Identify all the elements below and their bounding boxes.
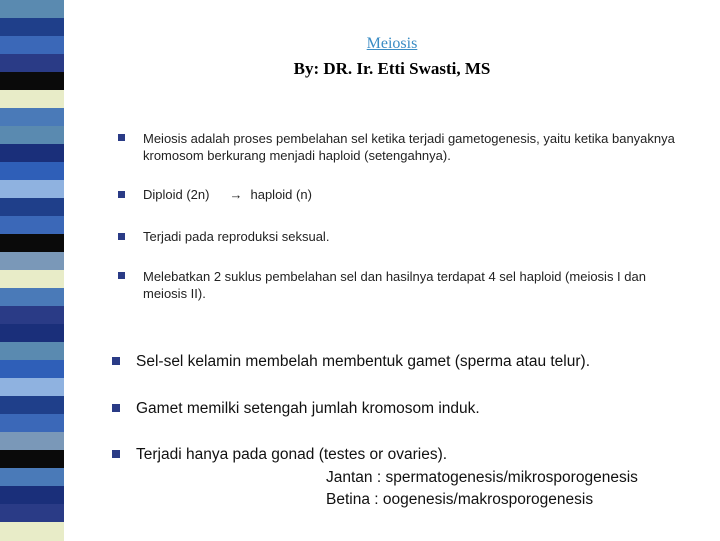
stripe-band — [0, 522, 64, 541]
title-link[interactable]: Meiosis — [366, 35, 418, 52]
stripe-band — [0, 198, 64, 217]
stripe-band — [0, 18, 64, 37]
bullet-text: Meiosis adalah proses pembelahan sel ketika terjadi gametogenesis, yaitu ketika banyaknya kromosom berkurang menjadi haploid (setengahnya). — [143, 131, 675, 163]
bullet-text — [143, 186, 312, 203]
list-item — [118, 130, 688, 164]
bullet-icon — [112, 357, 120, 365]
jantan-line: Jantan : spermatogenesis/mikrosporogenesis — [326, 469, 638, 486]
bullet-text: Gamet memilki setengah jumlah kromosom induk. — [136, 400, 480, 417]
title-block — [64, 34, 720, 80]
list-item — [118, 186, 688, 203]
stripe-band — [0, 108, 64, 127]
betina-line: Betina : oogenesis/makrosporogenesis — [326, 491, 594, 508]
stripe-band — [0, 414, 64, 433]
decorative-stripe — [0, 0, 64, 540]
stripe-band — [0, 432, 64, 451]
stripe-band — [0, 144, 64, 163]
bullet-icon — [118, 233, 125, 240]
stripe-band — [0, 396, 64, 415]
bullet-icon — [118, 272, 125, 279]
bullet-text: Terjadi hanya pada gonad (testes or ovaries). — [136, 446, 448, 463]
stripe-band — [0, 378, 64, 397]
stripe-band — [0, 288, 64, 307]
stripe-band — [0, 270, 64, 289]
stripe-band — [0, 450, 64, 469]
list-item — [118, 268, 688, 302]
page-subtitle: By: DR. Ir. Etti Swasti, MS — [293, 59, 491, 78]
stripe-band — [0, 234, 64, 253]
stripe-band — [0, 342, 64, 361]
stripe-band — [0, 504, 64, 523]
bullet-icon — [118, 191, 125, 198]
stripe-band — [0, 126, 64, 145]
bullet-icon — [112, 450, 120, 458]
stripe-band — [0, 360, 64, 379]
list-item — [118, 228, 688, 245]
stripe-band — [0, 54, 64, 73]
stripe-band — [0, 306, 64, 325]
haploid-label: haploid (n) — [250, 187, 312, 202]
stripe-band — [0, 180, 64, 199]
list-item — [112, 351, 702, 372]
bullet-icon — [112, 404, 120, 412]
bullet-text: Terjadi pada reproduksi seksual. — [143, 229, 330, 244]
stripe-band — [0, 252, 64, 271]
stripe-band — [0, 324, 64, 343]
bullet-text: Melebatkan 2 suklus pembelahan sel dan hasilnya terdapat 4 sel haploid (meiosis I dan meiosis II). — [143, 269, 646, 301]
list-item — [112, 398, 702, 419]
stripe-band — [0, 468, 64, 487]
arrow-right-icon: → — [229, 187, 243, 202]
stripe-band — [0, 90, 64, 109]
stripe-band — [0, 72, 64, 91]
stripe-band — [0, 0, 64, 19]
bullet-icon — [118, 134, 125, 141]
bullet-text: Sel-sel kelamin membelah membentuk gamet (sperma atau telur). — [136, 353, 590, 370]
list-item — [112, 444, 702, 465]
stripe-band — [0, 162, 64, 181]
stripe-band — [0, 216, 64, 235]
stripe-band — [0, 36, 64, 55]
diploid-label: Diploid (2n) — [143, 187, 210, 202]
stripe-band — [0, 486, 64, 505]
